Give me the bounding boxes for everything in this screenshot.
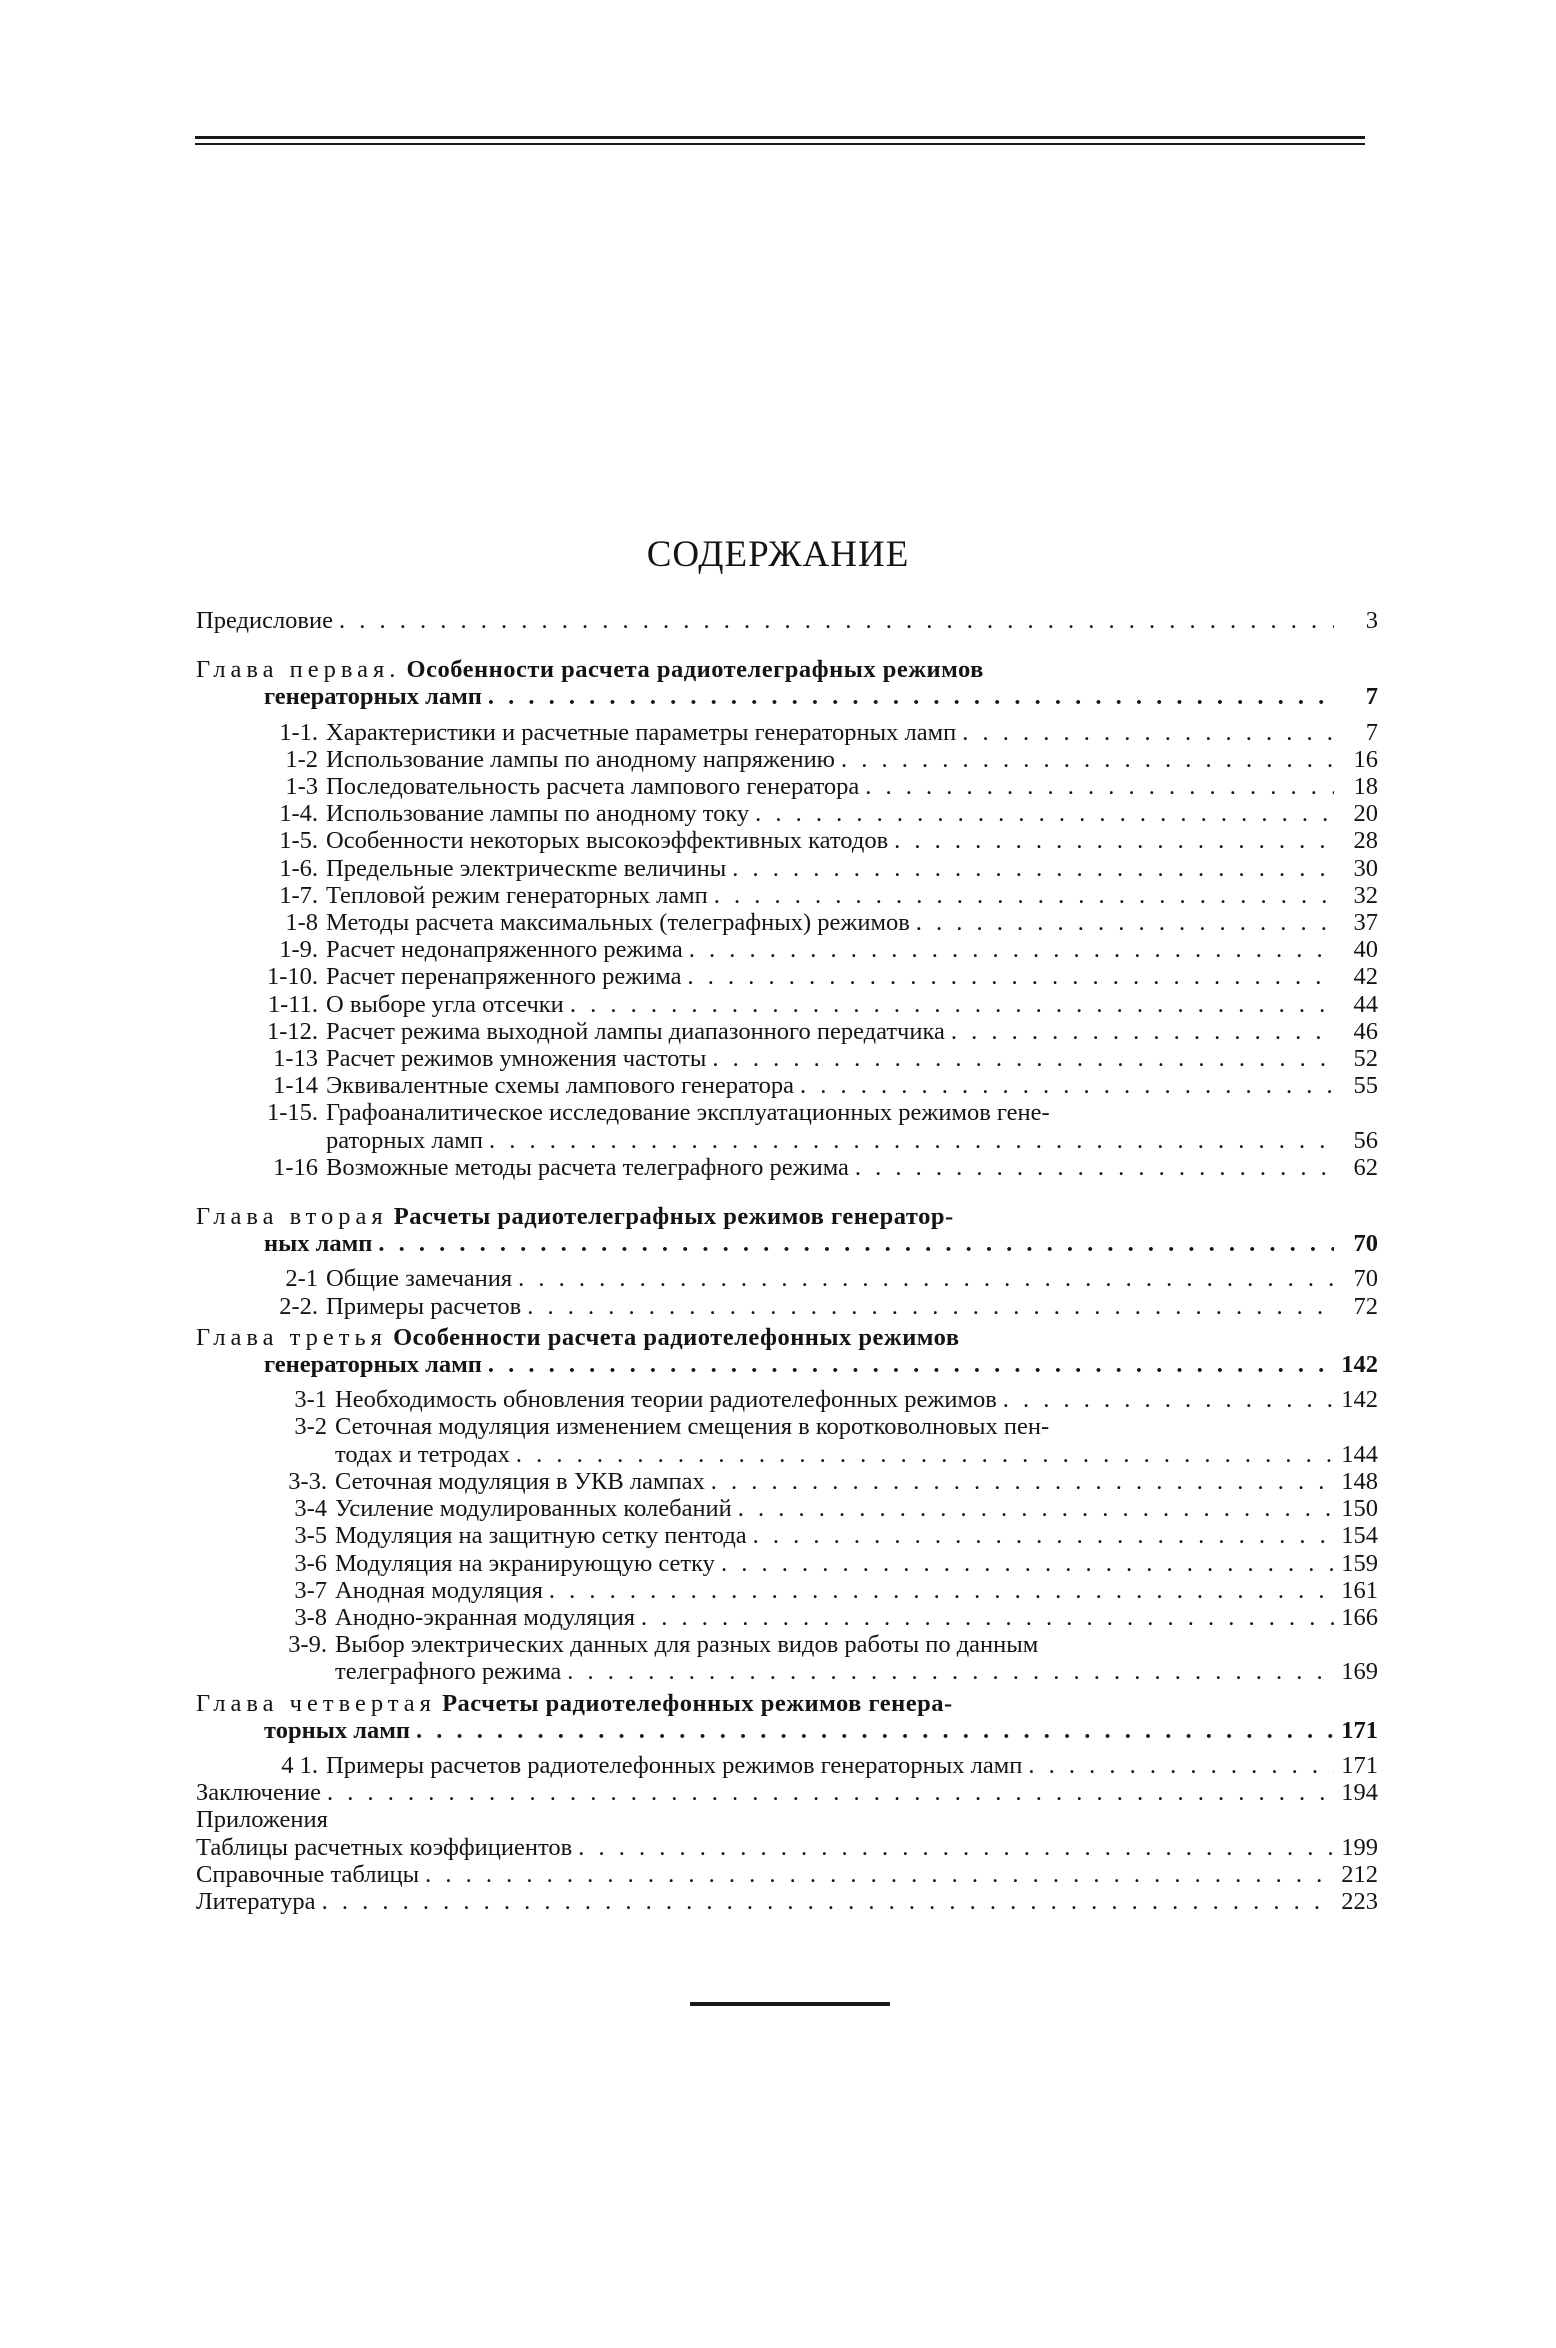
page-number: 55 — [1353, 1072, 1378, 1100]
entry-text: Таблицы расчетных коэффициентов — [196, 1833, 573, 1861]
dot-leader — [747, 1522, 1334, 1549]
chapter-4-heading[interactable] — [196, 1690, 1378, 1717]
toc-entry[interactable] — [196, 909, 1378, 936]
entry-text — [196, 1690, 953, 1717]
page-number: 16 — [1353, 745, 1378, 773]
entry-text: Предельные электрическme величины — [326, 854, 727, 882]
dot-leader — [859, 773, 1334, 800]
page-number: 194 — [1341, 1779, 1378, 1807]
section-number: 3-8 — [294, 1603, 327, 1631]
entry-text: Расчет режима выходной лампы диапазонного передатчика — [326, 1017, 945, 1045]
entry-text: Особенности некоторых высокоэффективных катодов — [326, 827, 889, 855]
section-number: 1-2 — [285, 745, 318, 773]
dot-leader — [483, 1127, 1334, 1154]
page-number: 7 — [1365, 718, 1378, 746]
page-number: 52 — [1353, 1045, 1378, 1073]
toc-entry[interactable] — [196, 936, 1378, 963]
section-number: 1-13 — [273, 1045, 318, 1073]
entry-text: Графоаналитическое исследование эксплуатационных режимов гене- — [326, 1099, 1050, 1127]
toc-entry[interactable] — [196, 1413, 1378, 1440]
entry-text — [196, 1203, 954, 1230]
top-rule — [195, 136, 1365, 145]
section-number: 4 1. — [281, 1751, 318, 1779]
entry-text: Использование лампы по анодному току — [326, 800, 750, 828]
section-number: 1-6. — [279, 854, 318, 882]
toc-entry[interactable] — [196, 1577, 1378, 1604]
dot-leader — [372, 1230, 1334, 1257]
page-number: 70 — [1353, 1230, 1378, 1258]
toc-entry[interactable] — [196, 746, 1378, 773]
entry-text: Справочные таблицы — [196, 1860, 420, 1888]
toc-entry[interactable] — [196, 1495, 1378, 1522]
dot-leader — [835, 746, 1334, 773]
dot-leader — [482, 1351, 1334, 1378]
dot-leader — [410, 1717, 1334, 1744]
toc-entry-cont[interactable] — [196, 1658, 1378, 1685]
section-number: 1-5. — [279, 827, 318, 855]
toc-entry-literature[interactable] — [196, 1888, 1378, 1915]
entry-text: Возможные методы расчета телеграфного режима — [326, 1153, 849, 1181]
page-number: 20 — [1353, 800, 1378, 828]
chapter-label: Глава вторая — [196, 1203, 388, 1231]
dot-leader — [512, 1265, 1334, 1292]
page-number: 3 — [1365, 607, 1378, 634]
page-number: 28 — [1353, 827, 1378, 855]
page-number: 30 — [1353, 854, 1378, 882]
dot-leader — [715, 1550, 1334, 1577]
toc-entry[interactable] — [196, 1293, 1378, 1320]
section-number: 2-1 — [285, 1265, 318, 1293]
section-number: 3-5 — [294, 1522, 327, 1550]
toc-entry[interactable] — [196, 719, 1378, 746]
toc-entry[interactable] — [196, 1265, 1378, 1292]
page-number: 171 — [1341, 1716, 1378, 1744]
toc-entry[interactable] — [196, 1154, 1378, 1181]
section-number: 1-11. — [267, 990, 318, 1018]
page-number: 148 — [1341, 1467, 1378, 1495]
bottom-rule — [690, 2002, 890, 2006]
toc-entry[interactable] — [196, 1018, 1378, 1045]
section-number: 1-15. — [266, 1099, 318, 1127]
section-number: 3-6 — [294, 1549, 327, 1577]
entry-text: Сеточная модуляция изменением смещения в коротковолновых пен- — [335, 1413, 1050, 1441]
section-number: 1-16 — [273, 1153, 318, 1181]
toc-entry[interactable] — [196, 1468, 1378, 1495]
chapter-title: Особенности расчета радиотелеграфных режимов — [406, 656, 984, 684]
entry-text: раторных ламп — [326, 1126, 484, 1154]
toc-entry-conclusion[interactable] — [196, 1779, 1378, 1806]
toc-entry[interactable] — [196, 1522, 1378, 1549]
page-number: 199 — [1341, 1833, 1378, 1861]
dot-leader — [706, 1045, 1334, 1072]
section-number: 1-10. — [266, 963, 318, 991]
chapter-label: Глава третья — [196, 1323, 387, 1351]
chapter-2-heading-cont[interactable] — [196, 1230, 1378, 1257]
section-number: 3-1 — [294, 1386, 327, 1414]
toc-entry[interactable] — [196, 991, 1378, 1018]
dot-leader — [482, 683, 1334, 710]
toc-entry-appendix[interactable] — [196, 1861, 1378, 1888]
section-number: 1-1. — [279, 718, 318, 746]
section-number: 1-9. — [279, 936, 318, 964]
section-number: 1-12. — [266, 1017, 318, 1045]
entry-text: тодах и тетродах — [335, 1440, 510, 1468]
dot-leader — [419, 1861, 1334, 1888]
entry-text: Примеры расчетов — [326, 1292, 522, 1320]
entry-text: Модуляция на экранирующую сетку — [335, 1549, 715, 1577]
dot-leader — [705, 1468, 1334, 1495]
dot-leader — [749, 800, 1334, 827]
chapter-title: Особенности расчета радиотелефонных режимов — [393, 1323, 960, 1351]
page-number: 169 — [1341, 1658, 1378, 1686]
page-number: 154 — [1341, 1522, 1378, 1550]
dot-leader — [683, 936, 1334, 963]
toc-entry[interactable] — [196, 773, 1378, 800]
page-number: 72 — [1353, 1292, 1378, 1320]
page-number: 159 — [1341, 1549, 1378, 1577]
page-number: 56 — [1353, 1126, 1378, 1154]
dot-leader — [543, 1577, 1334, 1604]
page-number: 62 — [1353, 1153, 1378, 1181]
page-number: 70 — [1353, 1265, 1378, 1293]
entry-text: Использование лампы по анодному напряжению — [326, 745, 835, 773]
entry-text — [196, 1324, 960, 1351]
entry-text: телеграфного режима — [335, 1658, 562, 1686]
entry-text: Приложения — [196, 1806, 328, 1834]
toc-entry[interactable] — [196, 1631, 1378, 1658]
page-number: 144 — [1341, 1440, 1378, 1468]
section-number: 1-14 — [273, 1072, 318, 1100]
chapter-1-heading[interactable] — [196, 656, 1378, 683]
toc-entry[interactable] — [196, 1604, 1378, 1631]
dot-leader — [956, 719, 1334, 746]
chapter-label: Глава первая. — [196, 656, 401, 684]
page-title: СОДЕРЖАНИЕ — [646, 534, 910, 575]
entry-text: Последовательность расчета лампового генератора — [326, 773, 860, 801]
entry-text: Анодно-экранная модуляция — [335, 1603, 636, 1631]
page-number: 46 — [1353, 1017, 1378, 1045]
dot-leader — [635, 1604, 1334, 1631]
dot-leader — [794, 1072, 1334, 1099]
entry-text: генераторных ламп — [264, 1351, 482, 1379]
section-number: 1-4. — [279, 800, 318, 828]
entry-text: Выбор электрических данных для разных видов работы по данным — [335, 1631, 1039, 1659]
toc-entry-appendix[interactable] — [196, 1834, 1378, 1861]
section-number: 3-2 — [294, 1413, 327, 1441]
chapter-title: Расчеты радиотелефонных режимов генера- — [442, 1689, 953, 1717]
dot-leader — [708, 882, 1334, 909]
dot-leader — [572, 1834, 1334, 1861]
toc-entry[interactable] — [196, 800, 1378, 827]
page-number: 166 — [1341, 1603, 1378, 1631]
toc-entry[interactable] — [196, 855, 1378, 882]
dot-leader — [732, 1495, 1334, 1522]
page-number: 40 — [1353, 936, 1378, 964]
dot-leader — [561, 1658, 1334, 1685]
entry-text: Тепловой режим генераторных ламп — [326, 881, 708, 909]
entry-text: Расчет режимов умножения частоты — [326, 1045, 707, 1073]
entry-text: Эквивалентные схемы лампового генератора — [326, 1072, 795, 1100]
page-number: 42 — [1353, 963, 1378, 991]
dot-leader — [726, 855, 1334, 882]
dot-leader — [849, 1154, 1334, 1181]
toc-entry[interactable] — [196, 963, 1378, 990]
dot-leader — [510, 1441, 1334, 1468]
page-number: 142 — [1341, 1351, 1378, 1379]
chapter-3-heading-cont[interactable] — [196, 1351, 1378, 1378]
page-number: 171 — [1341, 1751, 1378, 1779]
page-number: 44 — [1353, 990, 1378, 1018]
entry-text: Необходимость обновления теории радиотелефонных режимов — [335, 1386, 997, 1414]
entry-text: Сеточная модуляция в УКВ лампах — [335, 1467, 705, 1495]
chapter-title-cont: генераторных ламп — [264, 683, 482, 711]
entry-text: Характеристики и расчетные параметры генераторных ламп — [326, 718, 957, 746]
section-number: 1-3 — [285, 773, 318, 801]
entry-text: Примеры расчетов радиотелефонных режимов генераторных ламп — [326, 1751, 1023, 1779]
entry-text: Заключение — [196, 1779, 321, 1807]
page-number: 150 — [1341, 1495, 1378, 1523]
page-number: 223 — [1341, 1887, 1378, 1915]
table-of-contents — [196, 607, 1378, 1915]
section-number: 3-7 — [294, 1576, 327, 1604]
section-number: 1-8 — [285, 909, 318, 937]
section-number: 2-2. — [279, 1292, 318, 1320]
entry-text: Модуляция на защитную сетку пентода — [335, 1522, 747, 1550]
dot-leader — [333, 607, 1334, 634]
toc-entry[interactable] — [196, 827, 1378, 854]
chapter-label: Глава четвертая — [196, 1689, 436, 1717]
dot-leader — [888, 827, 1334, 854]
dot-leader — [910, 909, 1334, 936]
page-number: 161 — [1341, 1576, 1378, 1604]
page-number: 18 — [1353, 773, 1378, 801]
toc-entry[interactable] — [196, 1045, 1378, 1072]
page-number: 142 — [1341, 1386, 1378, 1414]
dot-leader — [321, 1779, 1334, 1806]
appendix-heading — [196, 1806, 1378, 1833]
entry-text: О выборе угла отсечки — [326, 990, 564, 1018]
toc-entry-preface[interactable] — [196, 607, 1378, 634]
entry-text: Анодная модуляция — [335, 1576, 543, 1604]
dot-leader — [316, 1888, 1334, 1915]
section-number: 3-9. — [288, 1631, 327, 1659]
toc-entry[interactable] — [196, 1099, 1378, 1126]
chapter-1-heading-cont[interactable] — [196, 683, 1378, 710]
page-number: 7 — [1365, 683, 1378, 711]
dot-leader — [681, 963, 1334, 990]
dot-leader — [997, 1386, 1334, 1413]
section-number: 1-7. — [279, 881, 318, 909]
chapter-4-heading-cont[interactable] — [196, 1717, 1378, 1744]
dot-leader — [564, 991, 1334, 1018]
toc-entry[interactable] — [196, 1386, 1378, 1413]
toc-entry[interactable] — [196, 882, 1378, 909]
chapter-title: Расчеты радиотелеграфных режимов генератор- — [393, 1203, 954, 1231]
entry-text: Общие замечания — [326, 1265, 513, 1293]
entry-text: Расчет перенапряженного режима — [326, 963, 682, 991]
entry-text — [196, 656, 984, 683]
entry-text: Методы расчета максимальных (телеграфных) режимов — [326, 909, 910, 937]
entry-text: Усиление модулированных колебаний — [335, 1495, 732, 1523]
chapter-3-heading[interactable] — [196, 1324, 1378, 1351]
toc-entry[interactable] — [196, 1072, 1378, 1099]
chapter-2-heading[interactable] — [196, 1203, 1378, 1230]
page-number: 32 — [1353, 881, 1378, 909]
section-number: 3-4 — [294, 1495, 327, 1523]
entry-text: Литература — [196, 1887, 316, 1915]
toc-entry-cont[interactable] — [196, 1441, 1378, 1468]
entry-text: ных ламп — [264, 1230, 373, 1258]
entry-text: Предисловие — [196, 607, 333, 634]
toc-entry[interactable] — [196, 1550, 1378, 1577]
page-number: 37 — [1353, 909, 1378, 937]
entry-text: Расчет недонапряженного режима — [326, 936, 683, 964]
toc-entry[interactable] — [196, 1752, 1378, 1779]
dot-leader — [945, 1018, 1334, 1045]
dot-leader — [1022, 1752, 1334, 1779]
dot-leader — [521, 1293, 1334, 1320]
page-number: 212 — [1341, 1860, 1378, 1888]
toc-entry-cont[interactable] — [196, 1127, 1378, 1154]
section-number: 3-3. — [288, 1467, 327, 1495]
entry-text: торных ламп — [264, 1716, 411, 1744]
